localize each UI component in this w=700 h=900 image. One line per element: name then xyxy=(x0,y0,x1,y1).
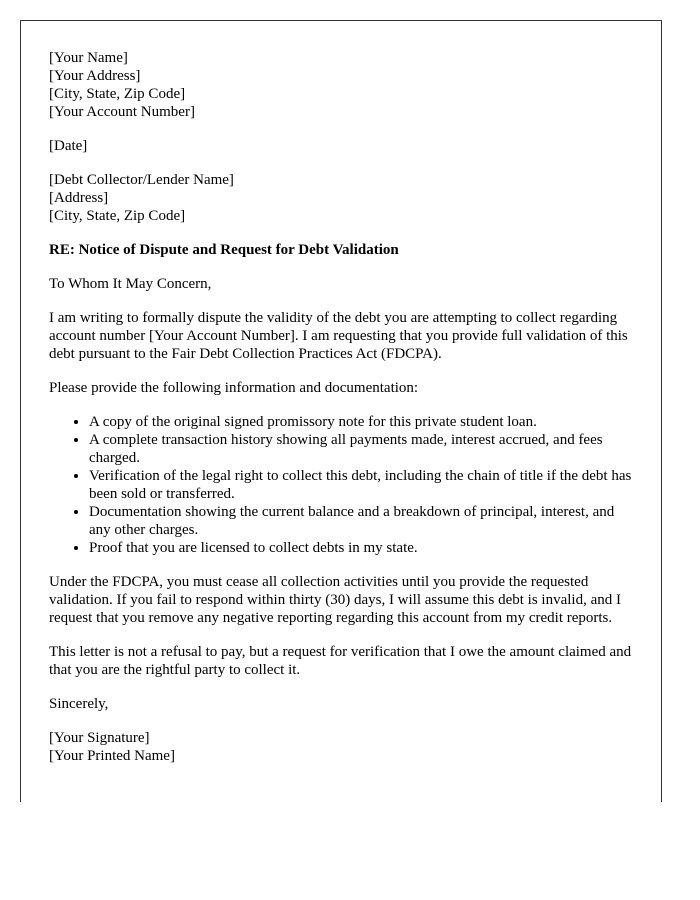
salutation: To Whom It May Concern, xyxy=(49,276,212,292)
signature: [Your Signature] xyxy=(49,730,150,746)
sender-account: [Your Account Number] xyxy=(49,104,195,120)
request-intro: Please provide the following information and documentation: xyxy=(49,380,419,396)
recipient-address: [Address] xyxy=(49,190,109,206)
letter-date: [Date] xyxy=(49,138,88,154)
list-item: • A copy of the original signed promissory note for this private student loan. xyxy=(89,413,632,431)
sender-block xyxy=(49,49,632,121)
printed-name: [Your Printed Name] xyxy=(49,748,175,764)
list-item: • Documentation showing the current balance and a breakdown of principal, interest, and any other charges. xyxy=(89,503,632,539)
request-list xyxy=(49,413,632,557)
signature-block xyxy=(49,729,632,765)
recipient-name: [Debt Collector/Lender Name] xyxy=(49,172,234,188)
fdcpa-paragraph: Under the FDCPA, you must cease all collection activities until you provide the requested validation. If you fail to respond within thirty (30) days, I will assume this debt is invalid, and I request that you remove any negative reporting regarding this account from my credit reports. xyxy=(49,574,621,626)
sender-address: [Your Address] xyxy=(49,68,141,84)
recipient-block xyxy=(49,171,632,225)
list-item: • A complete transaction history showing all payments made, interest accrued, and fees charged. xyxy=(89,431,632,467)
letter-page xyxy=(20,20,662,802)
closing: Sincerely, xyxy=(49,696,109,712)
sender-name: [Your Name] xyxy=(49,50,128,66)
intro-paragraph: I am writing to formally dispute the validity of the debt you are attempting to collect regarding account number [Your Account Number]. I am requesting that you provide full validation of this debt pursuant to the Fair Debt Collection Practices Act (FDCPA). xyxy=(49,310,628,362)
closing-paragraph: This letter is not a refusal to pay, but a request for verification that I owe the amount claimed and that you are the rightful party to collect it. xyxy=(49,644,632,678)
list-item: • Proof that you are licensed to collect debts in my state. xyxy=(89,539,632,557)
sender-city: [City, State, Zip Code] xyxy=(49,86,186,102)
subject-line: RE: Notice of Dispute and Request for Debt Validation xyxy=(49,242,399,258)
recipient-city: [City, State, Zip Code] xyxy=(49,208,186,224)
list-item: • Verification of the legal right to collect this debt, including the chain of title if the debt has been sold or transferred. xyxy=(89,467,632,503)
